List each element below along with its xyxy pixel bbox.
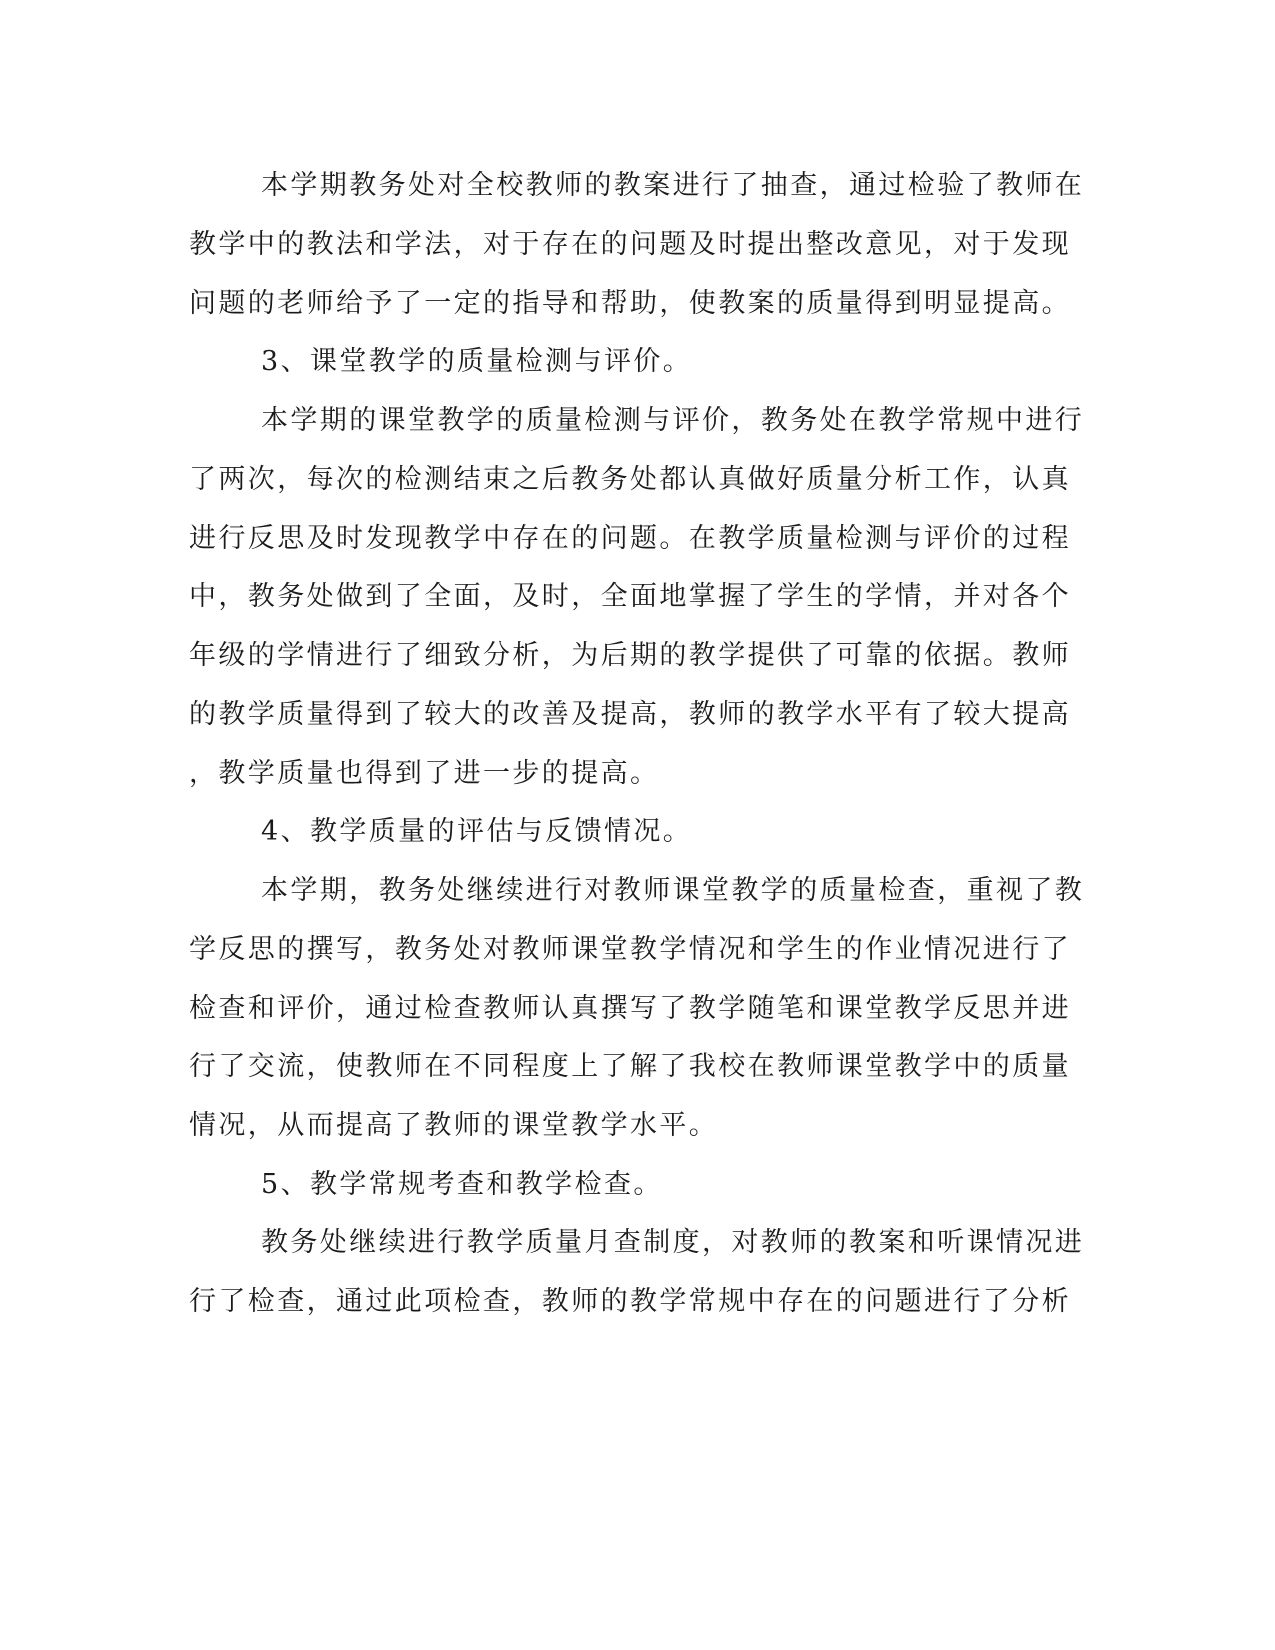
text-line: 本学期，教务处继续进行对教师课堂教学的质量检查，重视了教 [261, 875, 1085, 906]
text-line: ，教学质量也得到了进一步的提高。 [189, 758, 660, 789]
text-line: 年级的学情进行了细致分析，为后期的教学提供了可靠的依据。教师 [189, 640, 1071, 671]
text-line: 本学期的课堂教学的质量检测与评价，教务处在教学常规中进行 [261, 405, 1085, 436]
section-heading-3: 3、课堂教学的质量检测与评价。 [261, 346, 693, 377]
text-line: 情况，从而提高了教师的课堂教学水平。 [189, 1110, 719, 1141]
text-line: 行了交流，使教师在不同程度上了解了我校在教师课堂教学中的质量 [189, 1051, 1071, 1082]
section-heading-5: 5、教学常规考查和教学检查。 [261, 1169, 663, 1200]
text-line: 中，教务处做到了全面，及时，全面地掌握了学生的学情，并对各个 [189, 581, 1071, 612]
text-line: 学反思的撰写，教务处对教师课堂教学情况和学生的作业情况进行了 [189, 934, 1071, 965]
text-line: 的教学质量得到了较大的改善及提高，教师的教学水平有了较大提高 [189, 699, 1071, 730]
text-line: 检查和评价，通过检查教师认真撰写了教学随笔和课堂教学反思并进 [189, 993, 1071, 1024]
text-line: 教务处继续进行教学质量月查制度，对教师的教案和听课情况进 [261, 1227, 1085, 1258]
text-line: 了两次，每次的检测结束之后教务处都认真做好质量分析工作，认真 [189, 464, 1071, 495]
text-line: 行了检查，通过此项检查，教师的教学常规中存在的问题进行了分析 [189, 1286, 1071, 1317]
text-line: 本学期教务处对全校教师的教案进行了抽查，通过检验了教师在 [261, 170, 1085, 201]
text-line: 教学中的教法和学法，对于存在的问题及时提出整改意见，对于发现 [189, 229, 1071, 260]
section-heading-4: 4、教学质量的评估与反馈情况。 [261, 816, 693, 847]
text-line: 问题的老师给予了一定的指导和帮助，使教案的质量得到明显提高。 [189, 288, 1071, 319]
text-line: 进行反思及时发现教学中存在的问题。在教学质量检测与评价的过程 [189, 523, 1071, 554]
